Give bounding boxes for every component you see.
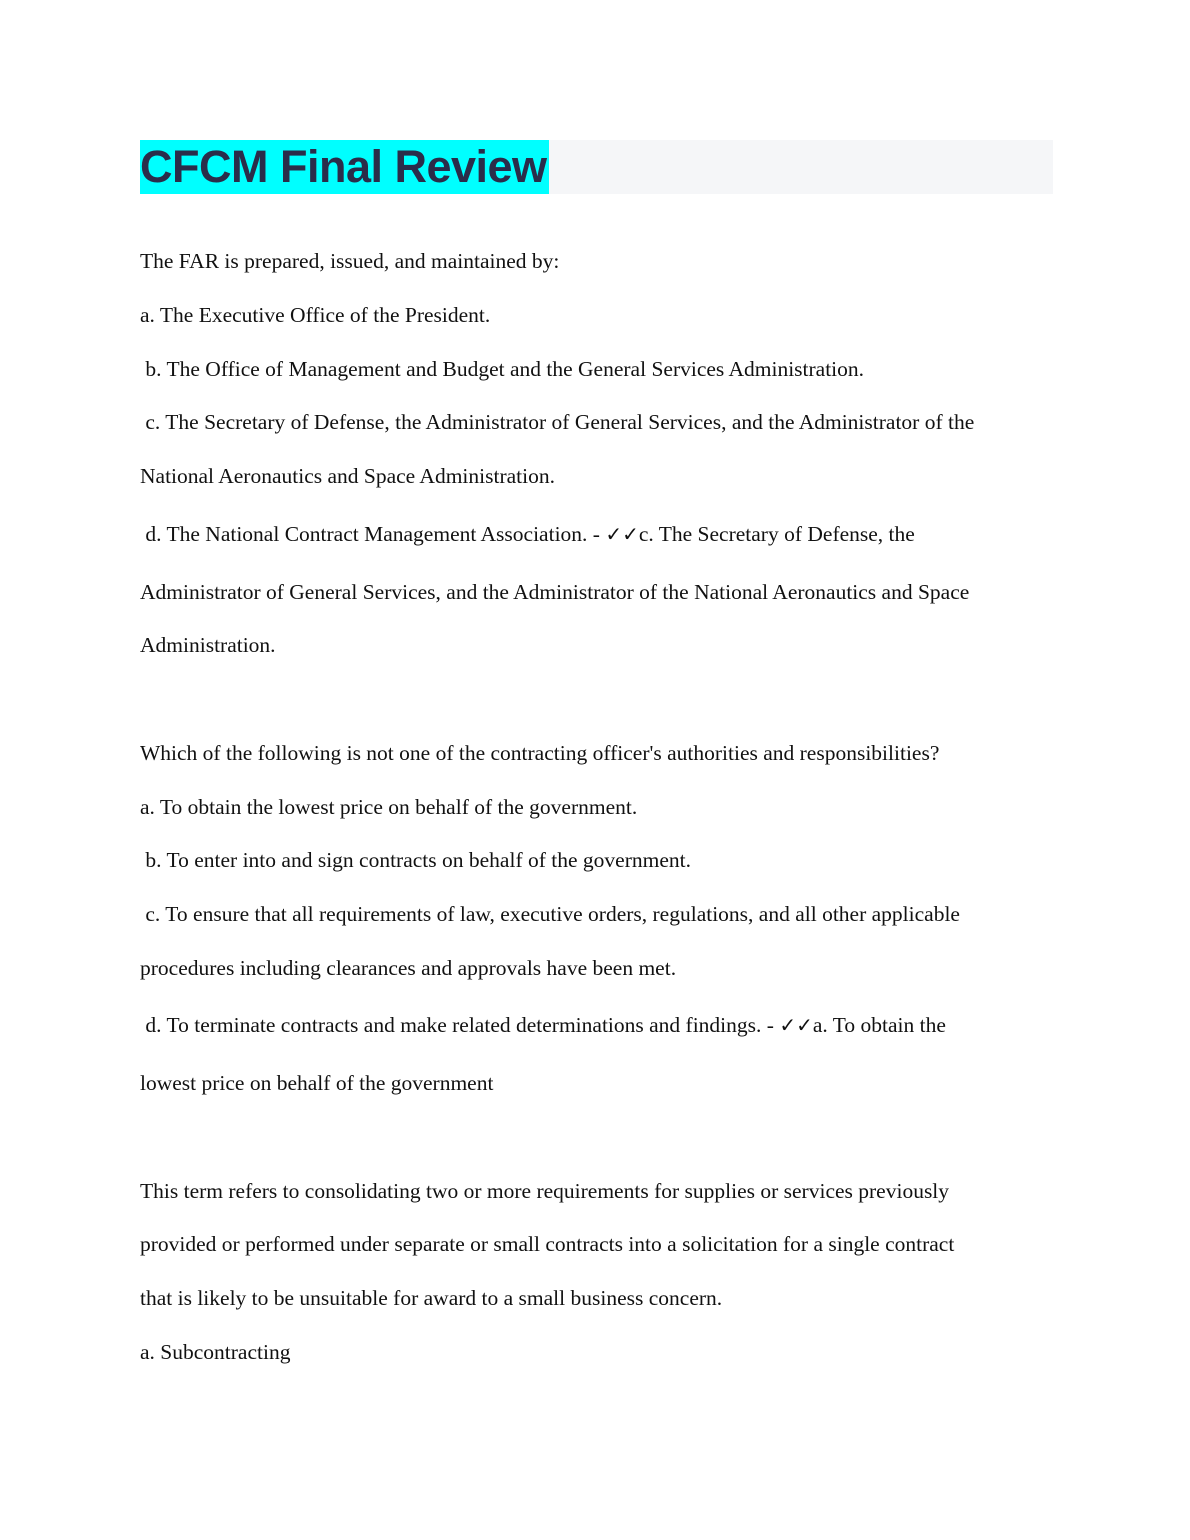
question-2-option-a: a. To obtain the lowest price on behalf of the government. <box>140 795 638 819</box>
question-1-option-b: b. The Office of Management and Budget and the General Services Administration. <box>140 357 865 381</box>
question-2-option-b: b. To enter into and sign contracts on behalf of the government. <box>140 848 691 872</box>
question-1-answer: c. The Secretary of Defense, the <box>638 522 915 546</box>
question-2-option-d: d. To terminate contracts and make related determinations and findings. - <box>140 1013 780 1037</box>
question-1-option-c: c. The Secretary of Defense, the Administrator of General Services, and the Administrator of the <box>140 410 975 434</box>
double-check-icon: ✓✓ <box>605 522 639 546</box>
double-check-icon: ✓✓ <box>779 1013 813 1037</box>
question-3-option-a: a. Subcontracting <box>140 1340 291 1364</box>
question-1-answer-cont: Administrator of General Services, and the Administrator of the National Aeronautics and Space <box>140 580 970 604</box>
question-1-option-d-answer <box>140 520 915 548</box>
question-2-prompt: Which of the following is not one of the contracting officer's authorities and responsibilities? <box>140 741 940 765</box>
question-2-answer-cont: lowest price on behalf of the government <box>140 1071 494 1095</box>
question-1-option-c-cont: National Aeronautics and Space Administration. <box>140 464 555 488</box>
document-title: CFCM Final Review <box>140 141 547 192</box>
question-3-prompt: This term refers to consolidating two or more requirements for supplies or services previously <box>140 1179 950 1203</box>
question-2-option-d-answer <box>140 1011 946 1039</box>
question-1-option-d: d. The National Contract Management Association. - <box>140 522 606 546</box>
question-2-option-c-cont: procedures including clearances and approvals have been met. <box>140 956 677 980</box>
question-1-prompt: The FAR is prepared, issued, and maintained by: <box>140 249 560 273</box>
question-1-answer-cont-2: Administration. <box>140 633 276 657</box>
question-1-option-a: a. The Executive Office of the President. <box>140 303 491 327</box>
question-3-prompt-cont-2: that is likely to be unsuitable for award to a small business concern. <box>140 1286 723 1310</box>
question-3-prompt-cont: provided or performed under separate or small contracts into a solicitation for a single contract <box>140 1232 955 1256</box>
question-2-option-c: c. To ensure that all requirements of law, executive orders, regulations, and all other applicable <box>140 902 960 926</box>
question-2-answer: a. To obtain the <box>812 1013 946 1037</box>
